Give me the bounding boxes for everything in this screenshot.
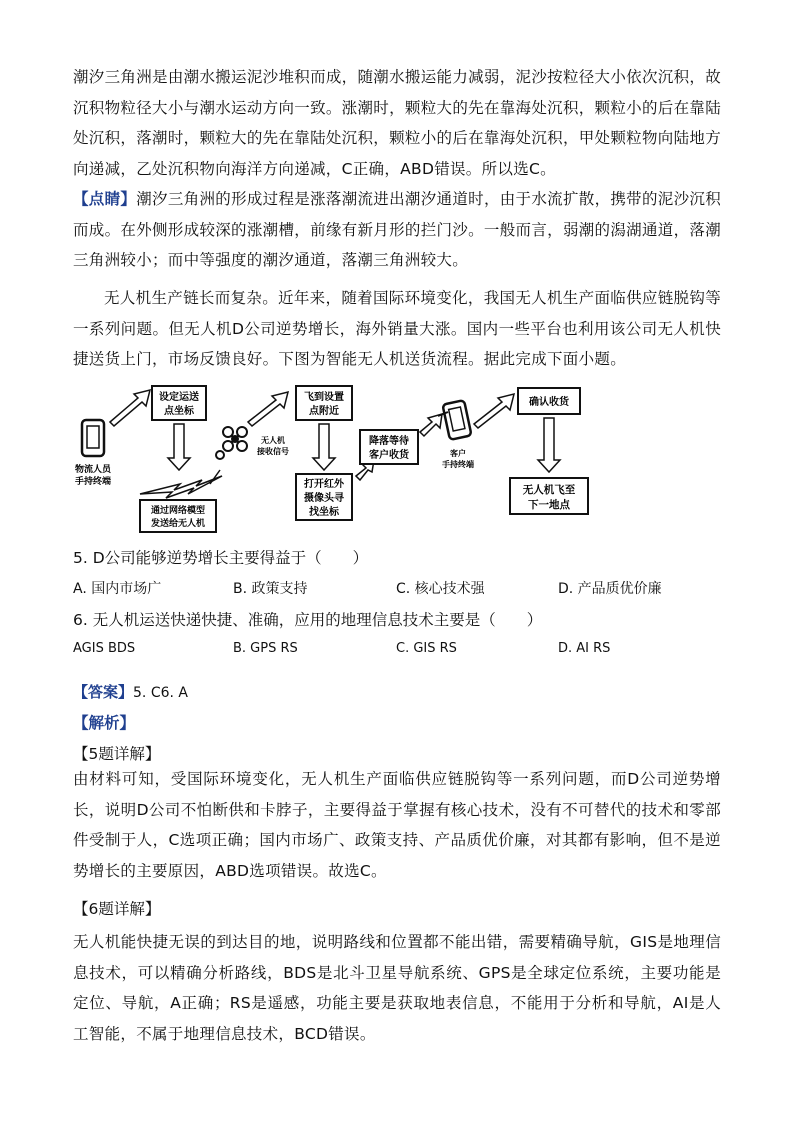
q5-option-d: D. 产品质优价廉: [558, 581, 662, 597]
arrow-terminal-to-set: [110, 390, 150, 426]
box-next-label-2: 下一地点: [528, 499, 570, 511]
client-terminal-label-2: 手持终端: [442, 460, 474, 469]
signal-lightning-icon: [140, 476, 222, 498]
q6-detail-heading: 【6题详解】: [73, 900, 161, 918]
arrow-drone-to-fly: [248, 392, 288, 426]
material-paragraph: 无人机生产链长而复杂。近年来，随着国际环境变化，我国无人机生产面临供应链脱钩等一系列问题。但无人机D公司逆势增长，海外销量大涨。国内一些平台也利用该公司无人机快捷送货上门，市场反馈良好。下图为智能无人机送货流程。据此完成下面小题。: [73, 289, 721, 368]
box-set-coordinates: [152, 386, 206, 420]
intro-paragraph: 潮汐三角洲是由潮水搬运泥沙堆积而成，随潮水搬运能力减弱，泥沙按粒径大小依次沉积，故沉积物粒径大小与潮水运动方向一致。涨潮时，颗粒大的先在靠海处沉积，颗粒小的后在靠陆处沉积，落潮时，颗粒大的先在靠陆处沉积，颗粒小的后在靠海处沉积，甲处颗粒物向陆地方向递减，乙处沉积物向海洋方向递减，C正确，ABD错误。所以选C。: [73, 68, 721, 178]
courier-terminal-label-1: 物流人员: [74, 465, 112, 475]
box-ir-label-1: 打开红外: [304, 479, 344, 490]
drone-label-1: 无人机: [261, 436, 285, 445]
box-confirm-label: 确认收货: [529, 397, 569, 408]
arrow-set-down: [168, 424, 190, 470]
comment-text: 潮汐三角洲的形成过程是涨落潮流进出潮汐通道时，由于水流扩散，携带的泥沙沉积而成。在外侧形成较深的涨潮槽，前缘有新月形的拦门沙。一般而言，弱潮的潟湖通道，落潮三角洲较小；而中等强度的潮汐通道，落潮三角洲较大。: [73, 190, 722, 269]
answer-tag: 【答案】: [73, 683, 134, 701]
question-5-options: [73, 578, 733, 600]
comment-paragraph: [73, 184, 721, 276]
box-land-label-2: 客户收货: [369, 450, 409, 461]
q5-detail-text: 由材料可知，受国际环境变化，无人机生产面临供应链脱钩等一系列问题，而D公司逆势增长，说明D公司不怕断供和卡脖子，主要得益于掌握有核心技术，没有不可替代的技术和零部件受制于人，C选项正确；国内市场广、政策支持、产品质优价廉，对其都有影响，但不是逆势增长的主要原因，ABD选项错误。故选C。: [73, 770, 721, 880]
client-terminal-label-1: 客户: [450, 449, 466, 458]
box-network-label-2: 发送给无人机: [150, 519, 206, 529]
box-fly-label-2: 点附近: [309, 406, 339, 417]
box-network-send: [140, 500, 216, 532]
q6-option-c: C. GIS RS: [396, 641, 457, 656]
q6-option-d: D. AI RS: [558, 641, 611, 656]
box-fly-label-1: 飞到设置: [304, 392, 344, 403]
arrow-land-to-client: [420, 414, 442, 436]
box-confirm-receipt: [518, 388, 580, 414]
box-fly-to-point: [296, 386, 352, 420]
question-6-stem: 6. 无人机运送快递快捷、准确，应用的地理信息技术主要是（ ）: [73, 611, 543, 629]
q5-detail-heading: 【5题详解】: [73, 745, 161, 763]
drone-icon: [216, 427, 247, 459]
drone-label-2: 接收信号: [257, 447, 289, 456]
answer-text: 5. C6. A: [133, 685, 188, 701]
arrow-fly-down: [313, 424, 335, 470]
drone-delivery-flow-diagram: [70, 380, 610, 540]
question-6-options: [73, 641, 733, 663]
box-set-label-1: 设定运送: [159, 392, 199, 403]
question-5-stem: 5. D公司能够逆势增长主要得益于（ ）: [73, 549, 369, 567]
q6-option-a: AGIS BDS: [73, 641, 136, 656]
box-land-wait: [360, 430, 418, 464]
q5-option-b: B. 政策支持: [233, 581, 308, 597]
q6-option-b: B. GPS RS: [233, 641, 298, 656]
comment-tag: 【点睛】: [73, 190, 137, 208]
box-ir-label-2: 摄像头寻: [304, 493, 344, 504]
box-infrared-camera: [296, 474, 352, 520]
box-next-location: [510, 478, 588, 514]
box-next-label-1: 无人机飞至: [522, 484, 576, 496]
arrow-confirm-down: [538, 418, 560, 472]
q5-option-c: C. 核心技术强: [396, 581, 485, 597]
q5-option-a: A. 国内市场广: [73, 581, 162, 597]
q6-detail-text: 无人机能快捷无误的到达目的地，说明路线和位置都不能出错，需要精确导航，GIS是地理信息技术，可以精确分析路线，BDS是北斗卫星导航系统、GPS是全球定位系统，主要功能是定位、导航，A正确；RS是遥感，功能主要是获取地表信息，不能用于分析和导航，AI是人工智能，不属于地理信息技术，BCD错误。: [73, 933, 721, 1043]
box-set-label-2: 点坐标: [164, 406, 194, 417]
analysis-tag: 【解析】: [73, 714, 136, 732]
courier-terminal-icon: [82, 420, 104, 456]
answer-line: [73, 681, 188, 702]
box-ir-label-3: 找坐标: [309, 507, 339, 518]
box-network-label-1: 通过网络模型: [150, 506, 206, 516]
box-land-label-1: 降落等待: [369, 436, 409, 447]
courier-terminal-label-2: 手持终端: [74, 477, 112, 487]
analysis-heading: [73, 711, 135, 733]
arrow-client-to-confirm: [474, 394, 514, 428]
client-terminal-icon: [438, 400, 472, 440]
